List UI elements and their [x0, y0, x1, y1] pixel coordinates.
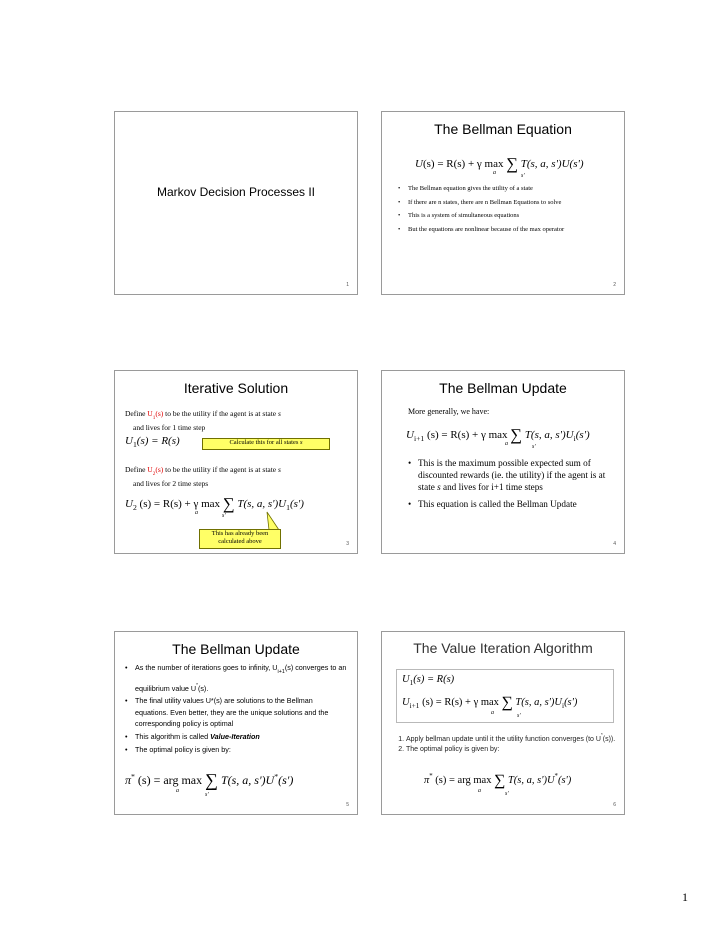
list-item: • As the number of iterations goes to infinity, $U_{i+1}(s)$ converges to an equilibrium value U*(s).: [125, 662, 347, 694]
equation-u1: $U_1(s) = R(s)$: [125, 435, 180, 449]
slide-5: [114, 631, 358, 815]
slide-6-number: 6: [613, 802, 616, 808]
bellman-equation: U(s) = R(s) + γ max ∑ T(s, a, s')U(s'): [415, 154, 584, 173]
list-item: 2. The optimal policy is given by:: [406, 745, 621, 755]
list-item: • If there are n states, there are n Bellman Equations to solve: [392, 199, 617, 208]
under-a: a: [195, 510, 198, 516]
algorithm-equations-box: [396, 669, 614, 723]
list-item: • The Bellman equation gives the utility of a state: [392, 185, 617, 194]
equation-u1: $U_1(s) = R(s)$: [402, 674, 455, 687]
slide-3-number: 3: [346, 541, 349, 547]
under-s-prime: s': [222, 513, 226, 519]
slide-1-number: 1: [346, 282, 349, 288]
list-item: • The optimal policy is given by:: [125, 744, 347, 756]
slide-5-title: The Bellman Update: [172, 641, 300, 657]
under-s-prime: s': [517, 713, 521, 719]
slide-3: [114, 370, 358, 554]
optimal-policy-equation: π* (s) = arg max ∑ T(s, a, s')U*(s'): [424, 772, 572, 789]
note-calculate-all-states: Calculate this for all states s: [202, 438, 330, 450]
bellman-update-equation: $U_{i+1}$ (s) = R(s) + γ max ∑ T(s, a, $s')U_i(s')$: [406, 425, 590, 444]
slide-2: [381, 111, 625, 295]
slide-4: [381, 370, 625, 554]
under-s-prime: s': [521, 173, 525, 179]
definition-u1: Define $U_1(s)$ to be the utility if the agent is at state s and lives for 1 time step: [125, 409, 281, 432]
slide-5-number: 5: [346, 802, 349, 808]
callout-pointer: [265, 511, 285, 531]
list-item: 1. Apply bellman update until it the utility function converges (to U*(s)).: [406, 730, 621, 745]
bellman-update-bullets: [408, 457, 620, 515]
slide-2-title: The Bellman Equation: [434, 121, 572, 137]
slide-6: [381, 631, 625, 815]
list-item: • This algorithm is called Value-Iteration: [125, 731, 347, 743]
value-iteration-bullets: [125, 662, 347, 756]
under-s-prime: s': [505, 791, 509, 797]
under-a: a: [176, 788, 179, 794]
slide-2-number: 2: [613, 282, 616, 288]
bellman-bullets: [392, 185, 617, 239]
list-item: • But the equations are nonlinear because of the max operator: [392, 226, 617, 235]
intro-text: More generally, we have:: [408, 407, 490, 416]
under-a: a: [491, 710, 494, 716]
algorithm-steps: [394, 730, 621, 754]
slide-4-number: 4: [613, 541, 616, 547]
under-a: a: [478, 788, 481, 794]
under-s-prime: s': [205, 792, 209, 798]
page-number: 1: [682, 890, 688, 904]
under-s-prime: s': [532, 444, 536, 450]
list-item: • This equation is called the Bellman Update: [408, 498, 620, 510]
equation-bellman-update: $U_{i+1}$ (s) = R(s) + γ max ∑ T(s, a, $s')U_i(s')$: [402, 694, 578, 711]
definition-u2: Define $U_2(s)$ to be the utility if the agent is at state s and lives for 2 time steps: [125, 465, 281, 488]
under-a: a: [493, 170, 496, 176]
slide-4-title: The Bellman Update: [439, 380, 567, 396]
list-item: • This is the maximum possible expected sum of discounted rewards (ie. the utility) if the agent is at state s and lives for i+1 time steps: [408, 457, 620, 493]
list-item: • The final utility values U*(s) are solutions to the Bellman equations. Even better, they are the unique solutions and the corresponding policy is optimal: [125, 695, 347, 730]
note-already-calculated: This has already been calculated above: [199, 529, 281, 549]
slide-1-title: Markov Decision Processes II: [156, 185, 316, 199]
under-a: a: [505, 441, 508, 447]
slide-3-title: Iterative Solution: [183, 380, 289, 396]
slide-1: [114, 111, 358, 295]
equation-u2: $U_2$ (s) = R(s) + γ max ∑ T(s, a, $s')U_1(s')$: [125, 494, 304, 513]
slide-6-title: The Value Iteration Algorithm: [413, 640, 593, 656]
list-item: • This is a system of simultaneous equations: [392, 212, 617, 221]
optimal-policy-equation: π* (s) = arg max ∑ T(s, a, s')U*(s'): [125, 770, 294, 790]
